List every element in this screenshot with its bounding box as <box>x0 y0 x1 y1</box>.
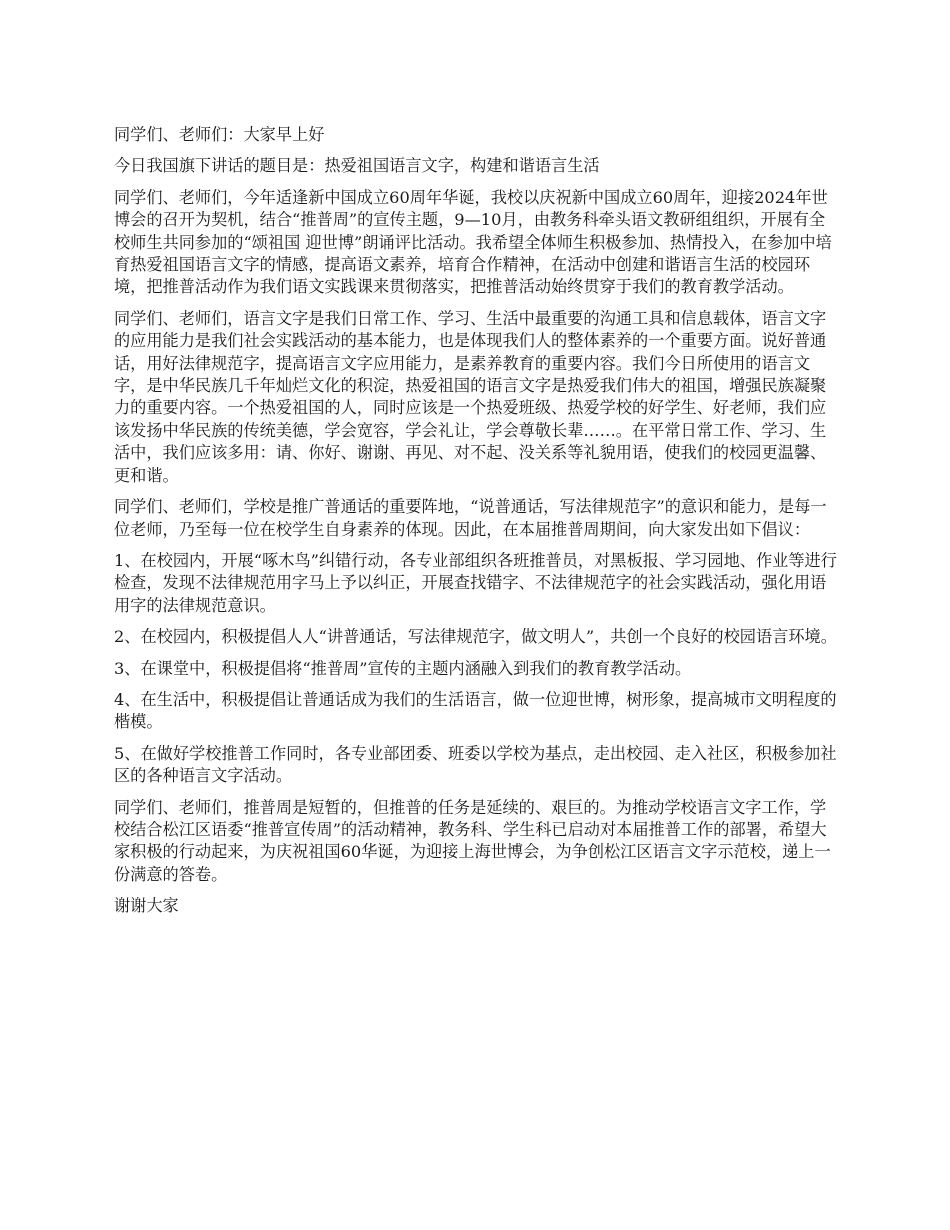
proposal-item: 2、在校园内，积极提倡人人“讲普通话，写法律规范字，做文明人”，共创一个良好的校园语言环境。 <box>114 627 837 647</box>
speech-document <box>114 124 840 927</box>
body-paragraph: 同学们、老师们，今年适逢新中国成立60周年华诞，我校以庆祝新中国成立60周年，迎接2024年世博会的召开为契机，结合“推普周”的宣传主题，9—10月，由教务科牵头语文教研组组织，开展有全校师生共同参加的“颂祖国 迎世博”朗诵评比活动。我希望全体师生积极参加、热情投入，在参加中培育热爱祖国语言文字的情感，提高语文素养，培育合作精神，在活动中创建和谐语言生活的校园环境，把推普活动作为我们语文实践课来贯彻落实，把推普活动始终贯穿于我们的教育教学活动。 <box>114 187 832 297</box>
greeting-paragraph: 同学们、老师们：大家早上好 <box>114 125 325 144</box>
speech-topic-paragraph: 今日我国旗下讲话的题目是：热爱祖国语言文字，构建和谐语言生活 <box>114 156 600 176</box>
proposal-item: 4、在生活中，积极提倡让普通话成为我们的生活语言，做一位迎世博，树形象，提高城市文明程度的楷模。 <box>114 689 837 732</box>
body-paragraph: 同学们、老师们，语言文字是我们日常工作、学习、生活中最重要的沟通工具和信息载体，语言文字的应用能力是我们社会实践活动的基本能力，也是体现我们人的整体素养的一个重要方面。说好普通话，用好法律规范字，提高语言文字应用能力，是素养教育的重要内容。我们今日所使用的语言文字，是中华民族几千年灿烂文化的积淀，热爱祖国的语言文字是热爱我们伟大的祖国，增强民族凝聚力的重要内容。一个热爱祖国的人，同时应该是一个热爱班级、热爱学校的好学生、好老师，我们应该发扬中华民族的传统美德，学会宽容，学会礼让，学会尊敬长辈……。在平常日常工作、学习、生活中，我们应该多用：请、你好、谢谢、再见、对不起、没关系等礼貌用语，使我们的校园更温馨、更和谐。 <box>114 308 827 485</box>
closing-paragraph: 谢谢大家 <box>114 896 179 916</box>
proposal-item: 3、在课堂中，积极提倡将“推普周”宣传的主题内涵融入到我们的教育教学活动。 <box>114 658 692 678</box>
proposal-item: 1、在校园内，开展“啄木鸟”纠错行动，各专业部组织各班推普员，对黑板报、学习园地、作业等进行检查，发现不法律规范用字马上予以纠正，开展查找错字、不法律规范字的社会实践活动，强化用语用字的法律规范意识。 <box>114 550 837 615</box>
proposal-item: 5、在做好学校推普工作同时，各专业部团委、班委以学校为基点，走出校园、走入社区，积极参加社区的各种语言文字活动。 <box>114 743 837 786</box>
body-paragraph: 同学们、老师们，推普周是短暂的，但推普的任务是延续的、艰巨的。为推动学校语言文字工作，学校结合松江区语委“推普宣传周”的活动精神，教务科、学生科已启动对本届推普工作的部署，希望大家积极的行动起来，为庆祝祖国60华诞，为迎接上海世博会，为争创松江区语言文字示范校，递上一份满意的答卷。 <box>114 797 831 884</box>
body-paragraph: 同学们、老师们，学校是推广普通话的重要阵地，“说普通话，写法律规范字”的意识和能力，是每一位老师，乃至每一位在校学生自身素养的体现。因此，在本届推普周期间，向大家发出如下倡议： <box>114 497 827 539</box>
